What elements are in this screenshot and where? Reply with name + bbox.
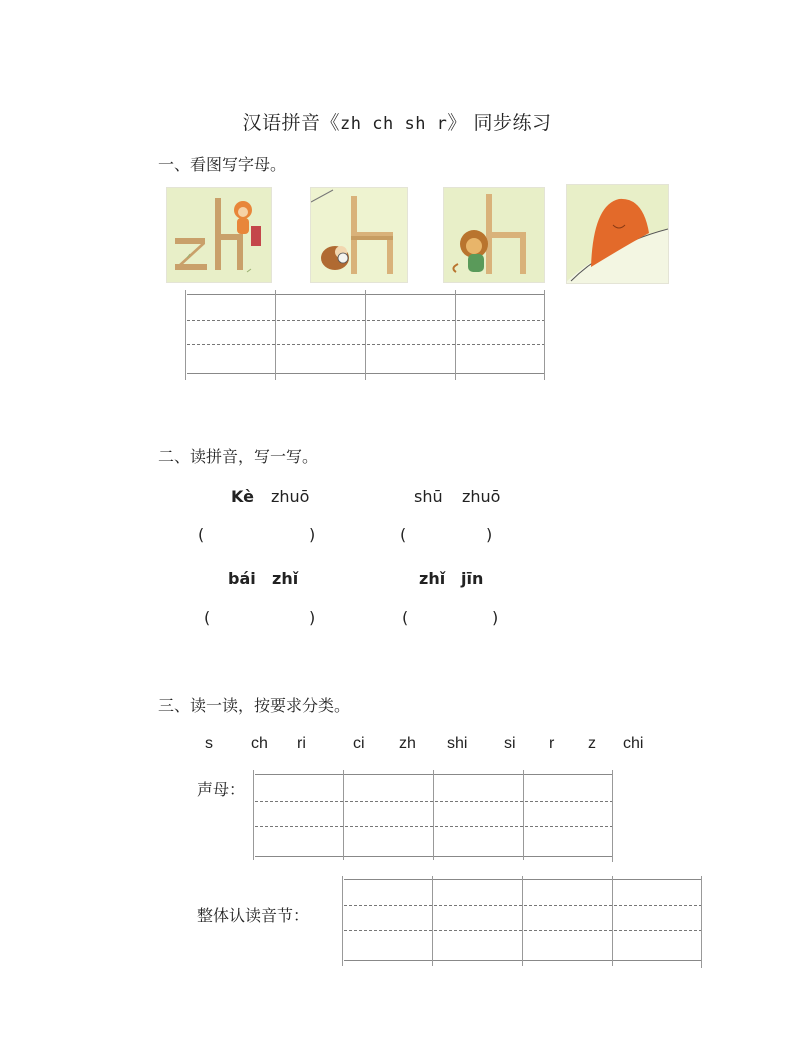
letter-item: s <box>205 735 213 752</box>
section2-heading: 二、读拼音，写一写。 <box>158 447 319 466</box>
pinyin-letter-list <box>0 735 794 759</box>
letter-item: zh <box>399 735 416 752</box>
letter-item: z <box>588 735 596 752</box>
letter-item: ch <box>251 735 268 752</box>
answer-paren-close-2: ) <box>486 525 493 544</box>
title-suffix: 》 同步练习 <box>447 112 552 134</box>
letter-item: r <box>549 735 555 752</box>
answer-paren-open-2: ( <box>400 525 407 544</box>
pinyin-zhi: zhǐ <box>272 569 299 588</box>
syllables-label: 整体认读音节： <box>197 906 310 925</box>
answer-paren-open-4: ( <box>402 608 409 627</box>
answer-paren-open-3: ( <box>204 608 211 627</box>
pinyin-zhuo: zhuō <box>271 487 310 506</box>
letter-item: si <box>504 735 516 752</box>
zh-picture <box>166 187 272 283</box>
writing-grid-initials[interactable] <box>251 768 615 862</box>
pinyin-zhuo-2: zhuō <box>462 487 501 506</box>
title-pinyin: zh ch sh r <box>340 114 448 134</box>
section3-heading: 三、读一读，按要求分类。 <box>158 696 351 715</box>
answer-paren-close-1: ) <box>309 525 316 544</box>
answer-paren-open-1: ( <box>198 525 205 544</box>
section1-heading: 一、看图写字母。 <box>158 155 287 174</box>
writing-grid-1[interactable] <box>183 288 547 380</box>
writing-grid-syllables[interactable] <box>340 874 704 968</box>
answer-paren-close-4: ) <box>492 608 499 627</box>
sh-picture <box>443 187 545 283</box>
letter-item: shi <box>447 735 468 752</box>
letter-item: chi <box>623 735 644 752</box>
r-picture <box>566 184 669 284</box>
pinyin-shu: shū <box>414 487 443 506</box>
pinyin-bai: bái <box>228 569 256 588</box>
pinyin-ke: Kè <box>231 487 254 506</box>
letter-item: ci <box>353 735 365 752</box>
pinyin-zhi-2: zhǐ <box>419 569 446 588</box>
letter-item: ri <box>297 735 306 752</box>
ch-picture <box>310 187 408 283</box>
initials-label: 声母： <box>197 780 246 799</box>
page-title <box>0 108 794 135</box>
answer-paren-close-3: ) <box>309 608 316 627</box>
pinyin-jin: jīn <box>461 569 484 588</box>
title-prefix: 汉语拼音《 <box>242 112 341 134</box>
